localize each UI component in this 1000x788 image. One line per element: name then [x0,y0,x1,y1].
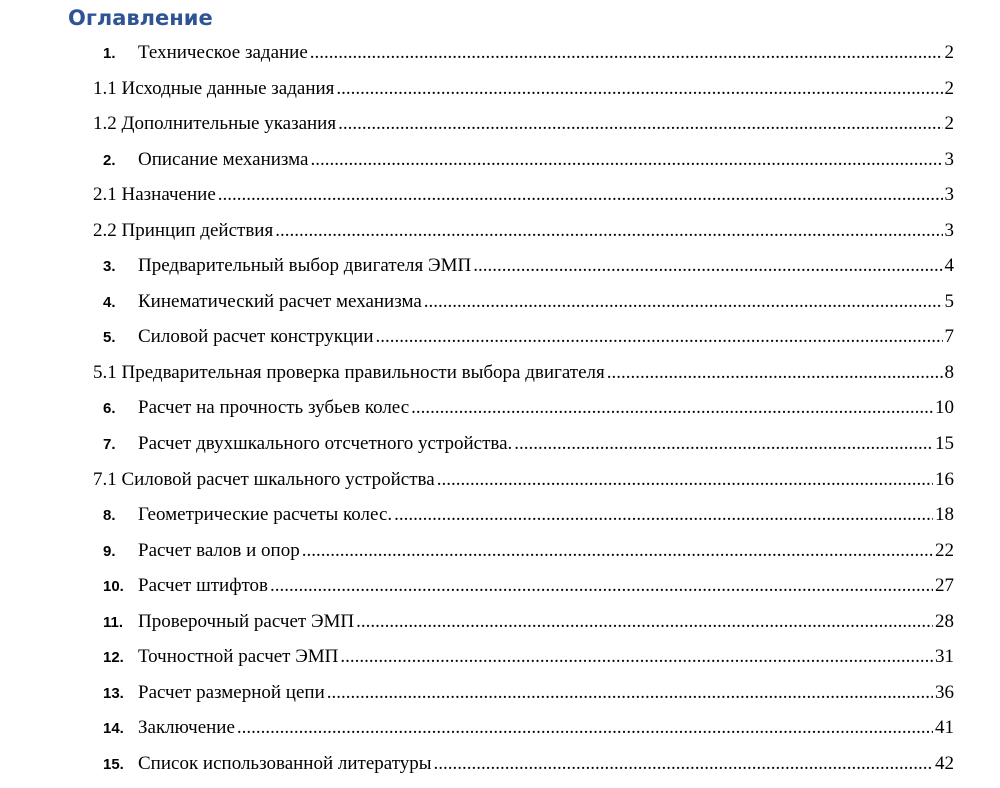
toc-entry-title[interactable]: Расчет на прочность зубьев колес [138,397,410,419]
toc-entry[interactable] [0,571,1000,607]
toc-leader-dots [424,289,943,315]
toc-entry[interactable] [0,38,1000,74]
toc-entry-number: 9. [103,542,116,560]
toc-entry[interactable] [0,358,1000,394]
toc-leader-dots [336,76,942,102]
toc-entry-page[interactable]: 5 [944,290,954,312]
toc-entry[interactable] [0,749,1000,785]
toc-leader-dots [310,40,943,66]
toc-entry-page[interactable]: 2 [944,42,954,63]
toc-entry-number: 5. [103,329,116,347]
toc-entry-page[interactable]: 31 [935,646,954,668]
toc-entry-title[interactable]: Кинематический расчет механизма [138,290,422,312]
toc-leader-dots [218,182,943,208]
toc-entry-title[interactable]: Предварительный выбор двигателя ЭМП [138,255,472,277]
toc-leader-dots [356,609,933,635]
toc-entry-number: 3. [103,258,116,276]
toc-entry-number: 6. [103,400,116,418]
toc-entry-page[interactable]: 42 [935,752,954,774]
toc-entry-page[interactable]: 7 [944,326,954,348]
toc-leader-dots [607,360,943,386]
toc-entry-page[interactable]: 16 [935,468,954,490]
toc-entry-title[interactable]: Заключение [138,717,235,739]
toc-entry[interactable] [0,393,1000,429]
toc-entry-title[interactable]: Расчет двухшкального отсчетного устройства. [138,433,513,455]
toc-entry[interactable] [0,322,1000,358]
toc-entry[interactable] [0,287,1000,323]
toc-entry-title[interactable]: 2.1 Назначение [93,184,216,206]
toc-entry-number: 14. [103,720,124,738]
toc-leader-dots [270,573,933,599]
toc-entry-title[interactable]: Точностной расчет ЭМП [138,646,339,668]
toc-entry-page[interactable]: 22 [935,539,954,561]
toc-entry-title[interactable]: 1.1 Исходные данные задания [93,77,335,99]
toc-entry-title[interactable]: 1.2 Дополнительные указания [93,113,337,135]
toc-entry-page[interactable]: 2 [944,113,954,135]
toc-entry-title[interactable]: Проверочный расчет ЭМП [138,610,355,632]
toc-leader-dots [514,431,933,457]
toc-leader-dots [340,644,933,670]
toc-entry-title[interactable]: Силовой расчет конструкции [138,326,374,348]
toc-entry-page[interactable]: 15 [935,433,954,455]
toc-entry[interactable] [0,216,1000,252]
toc-entry-page[interactable]: 8 [944,361,954,383]
toc-entry-page[interactable]: 28 [935,610,954,632]
toc-entry[interactable] [0,713,1000,749]
toc-entry-page[interactable]: 18 [935,504,954,526]
toc-entry-page[interactable]: 36 [935,681,954,703]
toc-entry[interactable] [0,465,1000,501]
toc-leader-dots [394,502,933,528]
toc-entry-number: 10. [103,578,124,596]
toc-entry[interactable] [0,536,1000,572]
toc-entry-number: 2. [103,151,116,169]
toc-leader-dots [376,324,943,350]
toc-entry-page[interactable]: 3 [944,219,954,241]
toc-leader-dots [237,715,933,741]
toc-entry-page[interactable]: 3 [944,148,954,170]
toc-entry-title[interactable]: 2.2 Принцип действия [93,219,274,241]
toc-leader-dots [473,253,942,279]
toc-leader-dots [327,680,933,706]
toc-entry-title[interactable]: Расчет валов и опор [138,539,300,561]
toc-entry[interactable] [0,74,1000,110]
toc-entry-title[interactable]: 7.1 Силовой расчет шкального устройства [93,468,435,490]
toc-leader-dots [437,467,933,493]
toc-entry[interactable] [0,500,1000,536]
toc-leader-dots [434,751,933,777]
toc-leader-dots [310,147,942,173]
toc-entry-number: 15. [103,755,124,773]
toc-entry[interactable] [0,145,1000,181]
toc-entry-title[interactable]: Геометрические расчеты колес. [138,504,393,526]
toc-entry-title[interactable]: Расчет размерной цепи [138,681,325,703]
toc-entry[interactable] [0,678,1000,714]
toc-entry-page[interactable]: 27 [935,575,954,597]
toc-entry[interactable] [0,180,1000,216]
toc-entry-page[interactable]: 10 [935,397,954,419]
toc-entry-title[interactable]: Описание механизма [138,148,309,170]
toc-entry[interactable] [0,607,1000,643]
toc-entry-number: 1. [103,45,116,62]
toc-entry-page[interactable]: 4 [944,255,954,277]
toc-entry[interactable] [0,251,1000,287]
toc-leader-dots [338,111,942,137]
toc-entry-number: 8. [103,507,116,525]
toc-entry-page[interactable]: 2 [944,77,954,99]
toc-leader-dots [411,395,933,421]
toc-leader-dots [302,538,933,564]
toc-entry[interactable] [0,642,1000,678]
table-of-contents [0,38,1000,784]
toc-entry-title[interactable]: Техническое задание [138,42,308,63]
toc-entry-number: 13. [103,684,124,702]
toc-entry-number: 12. [103,649,124,667]
toc-entry-number: 4. [103,293,116,311]
toc-entry-title[interactable]: Расчет штифтов [138,575,269,597]
toc-heading: Оглавление [68,6,213,30]
toc-entry[interactable] [0,429,1000,465]
toc-entry-title[interactable]: Список использованной литературы [138,752,432,774]
toc-entry-number: 7. [103,436,116,454]
toc-entry-number: 11. [103,613,124,631]
toc-entry-title[interactable]: 5.1 Предварительная проверка правильности выбора двигателя [93,361,605,383]
toc-entry[interactable] [0,109,1000,145]
toc-entry-page[interactable]: 41 [935,717,954,739]
toc-leader-dots [275,218,942,244]
toc-entry-page[interactable]: 3 [944,184,954,206]
